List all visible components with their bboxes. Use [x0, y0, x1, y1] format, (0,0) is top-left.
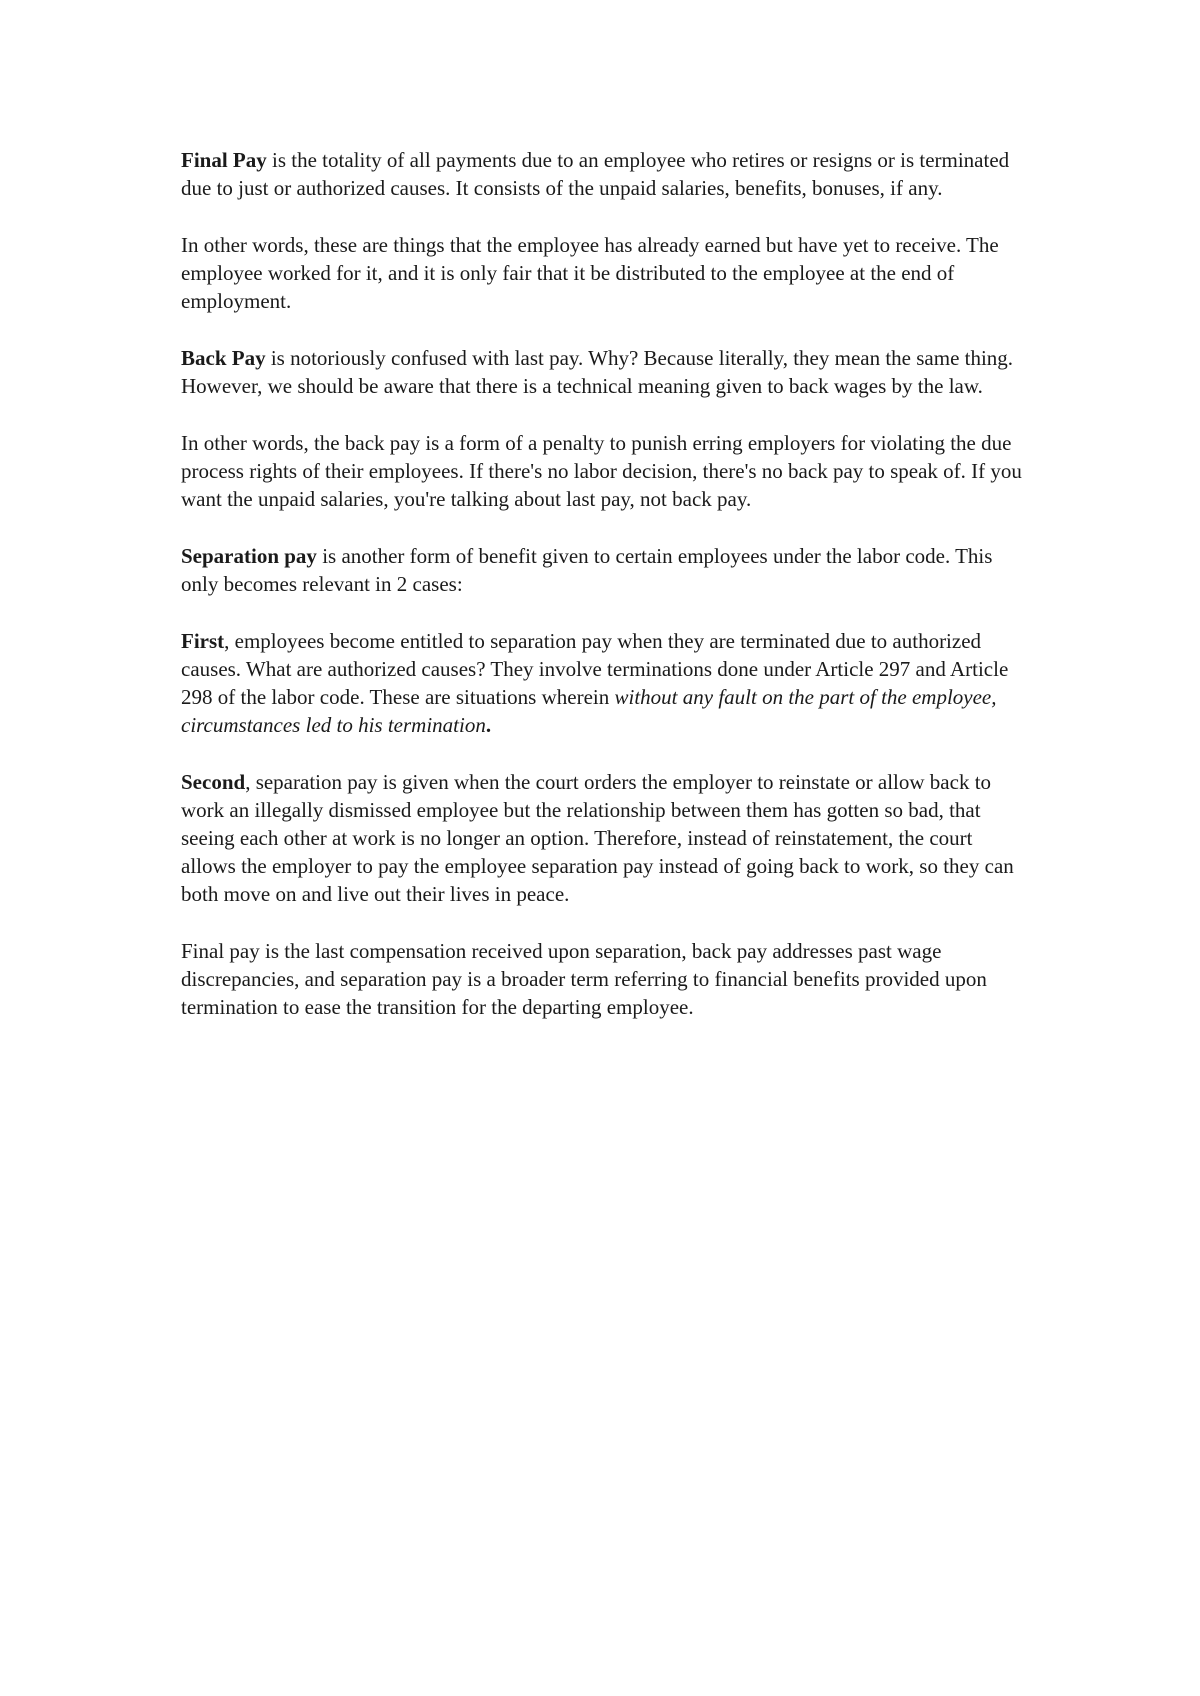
- paragraph-separation-pay: [181, 542, 1031, 598]
- paragraph-text: is notoriously confused with last pay. Why? Because literally, they mean the same thing. However, we should be aware that there is a technical meaning given to back wages by the law.: [181, 346, 1014, 398]
- term-final-pay: Final Pay: [181, 148, 267, 172]
- paragraph-tail: .: [485, 713, 492, 737]
- document-body: [181, 146, 1031, 1050]
- paragraph-text: is another form of benefit given to certain employees under the labor code. This only becomes relevant in 2 cases:: [181, 544, 993, 596]
- term-separation-pay: Separation pay: [181, 544, 317, 568]
- paragraph-text: is the totality of all payments due to an employee who retires or resigns or is terminated due to just or authorized causes. It consists of the unpaid salaries, benefits, bonuses, if any.: [181, 148, 1010, 200]
- paragraph-second-case: [181, 768, 1031, 908]
- paragraph-text: , separation pay is given when the court orders the employer to reinstate or allow back to work an illegally dismissed employee but the relationship between them has gotten so bad, that seeing each other at work is no longer an option. Therefore, instead of reinstatement, the court allows the employer to pay the employee separation pay instead of going back to work, so they can both move on and live out their lives in peace.: [181, 770, 1014, 906]
- paragraph-back-pay: [181, 344, 1031, 400]
- paragraph-text: In other words, the back pay is a form of a penalty to punish erring employers for violating the due process rights of their employees. If there's no labor decision, there's no back pay to speak of. If you want the unpaid salaries, you're talking about last pay, not back pay.: [181, 431, 1022, 511]
- paragraph-text: , employees become entitled to separation pay when they are terminated due to authorized causes. What are authorized causes? They involve terminations done under Article 297 and Article 298 of the labor code. These are situations wherein: [181, 629, 1009, 709]
- term-second: Second: [181, 770, 246, 794]
- term-first: First: [181, 629, 225, 653]
- emphasis-text: without any fault on the part of the employee, circumstances led to his termination: [181, 685, 997, 737]
- paragraph-final-pay: [181, 146, 1031, 202]
- paragraph-final-pay-explanation: [181, 231, 1031, 315]
- paragraph-text: In other words, these are things that the employee has already earned but have yet to receive. The employee worked for it, and it is only fair that it be distributed to the employee at the end of employment.: [181, 233, 999, 313]
- paragraph-text: Final pay is the last compensation received upon separation, back pay addresses past wage discrepancies, and separation pay is a broader term referring to financial benefits provided upon termination to ease the transition for the departing employee.: [181, 939, 987, 1019]
- term-back-pay: Back Pay: [181, 346, 266, 370]
- paragraph-first-case: [181, 627, 1031, 739]
- paragraph-summary: [181, 937, 1031, 1021]
- paragraph-back-pay-explanation: [181, 429, 1031, 513]
